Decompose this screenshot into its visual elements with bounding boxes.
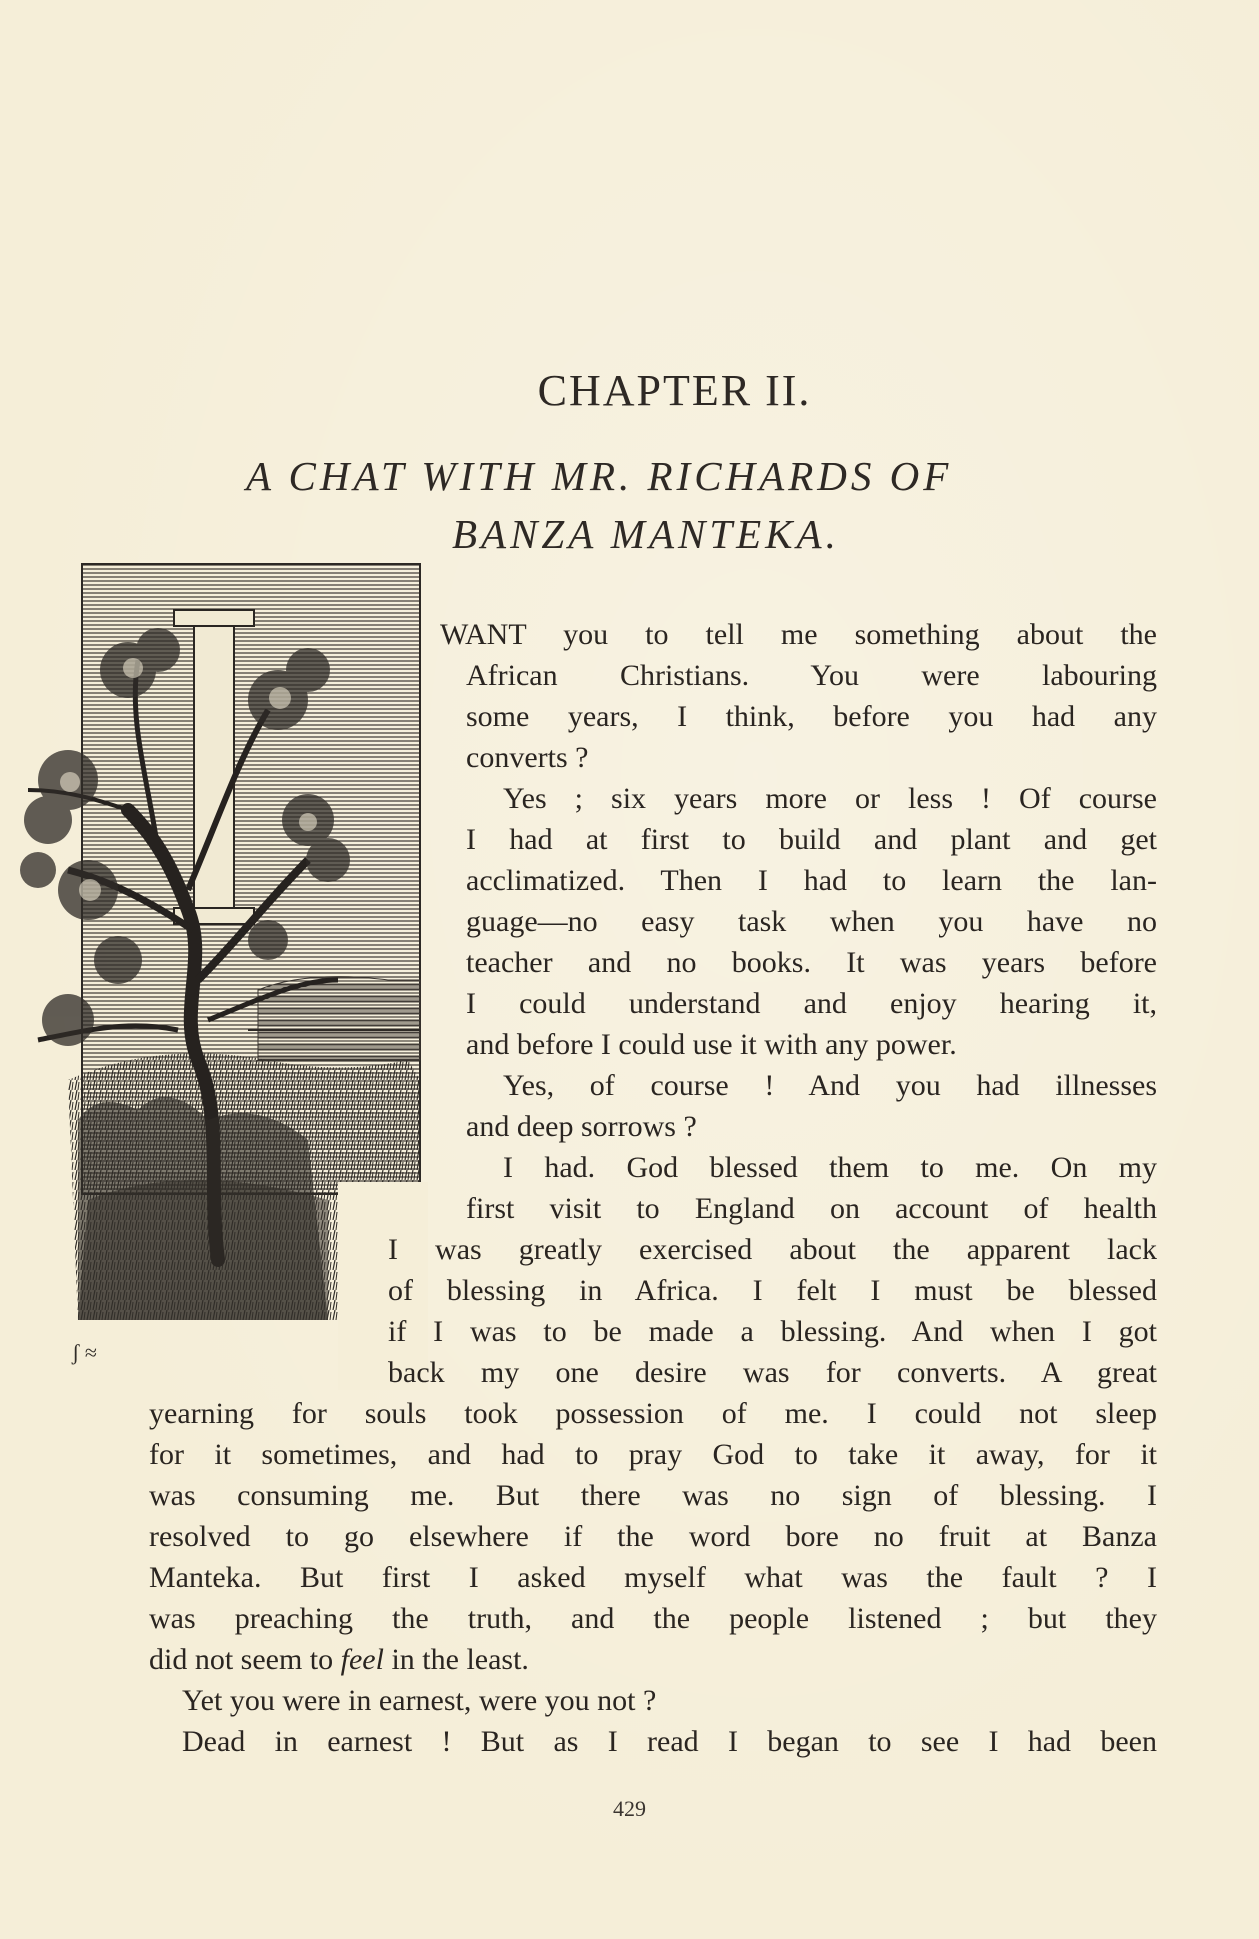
text-line-26	[149, 1645, 1157, 1675]
text-line-27: Yet you were in earnest, were you not ?	[182, 1684, 657, 1717]
text-line-4: converts ?	[466, 741, 589, 774]
text-line-16: I was greatly exercised about the apparent lack	[388, 1233, 1157, 1266]
text-line-26-start: did not seem to	[149, 1643, 334, 1676]
text-line-17: of blessing in Africa. I felt I must be blessed	[388, 1274, 1157, 1307]
chapter-title-line-2: BANZA MANTEKA.	[452, 511, 840, 557]
svg-text:ʃ ≈: ʃ ≈	[72, 1340, 97, 1365]
page-number: 429	[613, 1796, 646, 1821]
text-line-10: I could understand and enjoy hearing it,	[466, 987, 1157, 1020]
text-line-25: was preaching the truth, and the people listened ; but they	[149, 1602, 1157, 1635]
text-line-7: acclimatized. Then I had to learn the lan-	[466, 864, 1157, 897]
text-line-18: if I was to be made a blessing. And when I got	[388, 1315, 1157, 1348]
emphasis-feel: feel	[340, 1643, 384, 1676]
text-line-26-end: in the least.	[391, 1643, 529, 1676]
text-line-23: resolved to go elsewhere if the word bore no fruit at Banza	[149, 1520, 1157, 1553]
text-line-5: Yes ; six years more or less ! Of course	[503, 782, 1157, 815]
text-line-15: first visit to England on account of health	[466, 1192, 1157, 1225]
chapter-title-line-1: A CHAT WITH MR. RICHARDS OF	[246, 453, 953, 499]
text-line-11: and before I could use it with any power.	[466, 1028, 957, 1061]
text-line-1: WANT you to tell me something about the	[440, 618, 1157, 651]
text-line-21: for it sometimes, and had to pray God to take it away, for it	[149, 1438, 1157, 1471]
text-line-19: back my one desire was for converts. A great	[388, 1356, 1157, 1389]
text-line-13: and deep sorrows ?	[466, 1110, 697, 1143]
text-line-22: was consuming me. But there was no sign of blessing. I	[149, 1479, 1157, 1512]
text-line-24: Manteka. But first I asked myself what was the fault ? I	[149, 1561, 1157, 1594]
text-line-9: teacher and no books. It was years before	[466, 946, 1157, 979]
text-line-2: African Christians. You were labouring	[466, 659, 1157, 692]
text-line-8: guage—no easy task when you have no	[466, 905, 1157, 938]
text-line-28: Dead in earnest ! But as I read I began to see I had been	[182, 1725, 1157, 1758]
text-line-12: Yes, of course ! And you had illnesses	[503, 1069, 1157, 1102]
drop-cap-illustration	[8, 560, 428, 1390]
text-line-6: I had at first to build and plant and get	[466, 823, 1157, 856]
text-line-14: I had. God blessed them to me. On my	[503, 1151, 1157, 1184]
text-line-20: yearning for souls took possession of me. I could not sleep	[149, 1397, 1157, 1430]
text-line-3: some years, I think, before you had any	[466, 700, 1157, 733]
chapter-heading: CHAPTER II.	[537, 366, 812, 415]
